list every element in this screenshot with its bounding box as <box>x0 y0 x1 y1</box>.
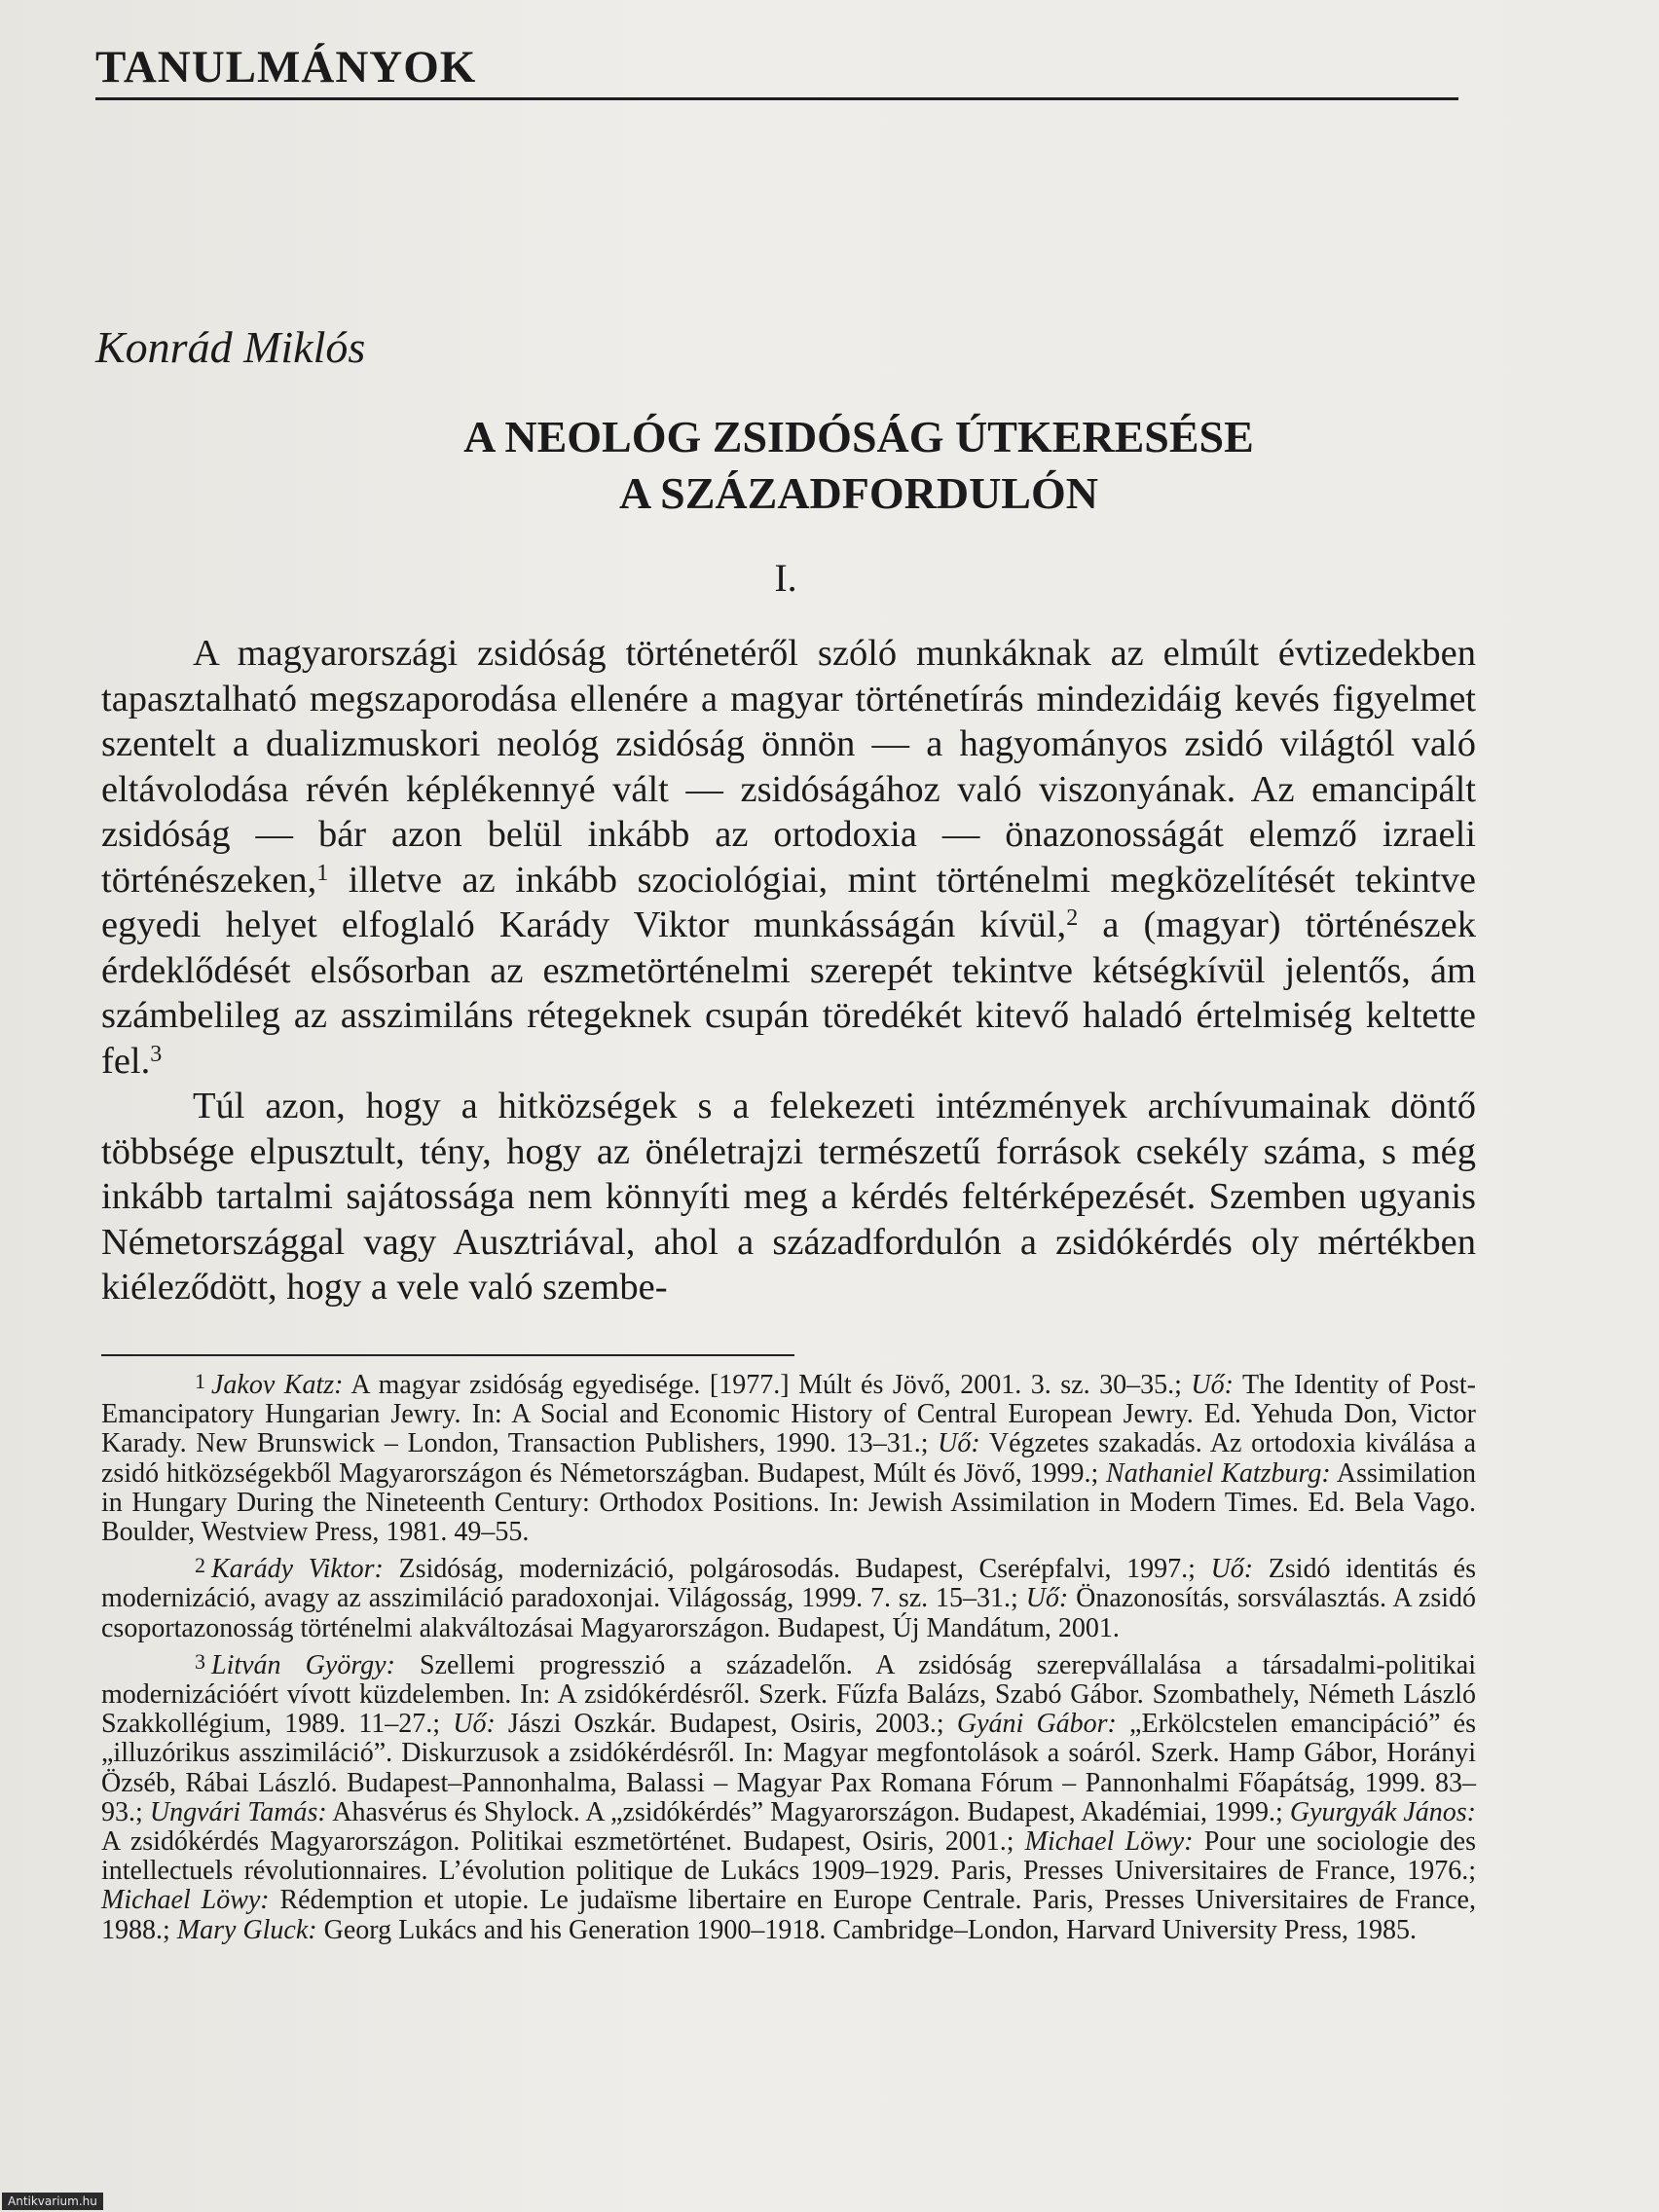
paragraph-1-text-b: illetve az inkább szociológiai, mint történelmi megközelítését tekintve egyedi helyet elfoglaló Karády Viktor munkásságán kívül, <box>101 859 1476 945</box>
footnote-number: 2 <box>195 1553 205 1578</box>
watermark: Antikvarium.hu <box>2 2193 103 2210</box>
paragraph-2: Túl azon, hogy a hitközségek s a felekezeti intézmények archívumainak döntő többsége elpusztult, tény, hogy az önéletrajzi természetű források csekély száma, s még inkább tartalmi sajátossága nem könnyíti meg a kérdés feltérképezését. Szemben ugyanis Németországgal vagy Ausztriával, ahol a századfordulón a zsidókérdés oly mértékben kiéleződött, hogy a vele való szembe- <box>101 1086 1476 1308</box>
footnote-text: The Identity of Post-Emancipatory Hungarian Jewry. In: A Social and Economic History of Central European Jewry. Ed. Yehuda Don, Victor Karady. New Brunswick – London, Transaction Publishers, 1990. 13–31.; <box>101 1370 1476 1459</box>
footnote-author: Jakov Katz: <box>211 1370 344 1400</box>
footnote-text: Önazonosítás, sorsválasztás. A zsidó csoportazonosság történelmi alakváltozásai Magyarországon. Budapest, Új Mandátum, 2001. <box>101 1583 1476 1643</box>
footnote-text: Ahasvérus és Shylock. A „zsidókérdés” Magyarországon. Budapest, Akadémiai, 1999.; <box>326 1796 1290 1827</box>
footnote-author: Mary Gluck: <box>176 1914 317 1945</box>
footnote-author: Gyurgyák János: <box>1289 1796 1476 1827</box>
footnote-text: A magyar zsidóság egyedisége. [1977.] Múlt és Jövő, 2001. 3. sz. 30–35.; <box>343 1370 1192 1400</box>
footnote-separator <box>101 1354 794 1356</box>
footnote-author: Nathaniel Katzburg: <box>1106 1457 1331 1489</box>
title-line-2: A SZÁZADFORDULÓN <box>618 468 1098 518</box>
footnote-text: Pour une sociologie des intellectuels révolutionnaires. L’évolution politique de Lukács 1909–1929. Paris, Presses Universitaires de France, 1976.; <box>101 1826 1476 1887</box>
footnote-number: 1 <box>195 1369 205 1393</box>
footnote-author: Michael Löwy: <box>1024 1826 1194 1858</box>
title-line-1: A NEOLÓG ZSIDÓSÁG ÚTKERESÉSE <box>463 412 1254 461</box>
footnote-ref-3[interactable]: 3 <box>150 1041 163 1067</box>
footnote-text: Rédemption et utopie. Le judaïsme libertaire en Europe Centrale. Paris, Presses Universitaires de France, 1988.; <box>101 1885 1476 1945</box>
footnote-3 <box>101 1647 1476 1945</box>
footnote-text: Jászi Oszkár. Budapest, Osiris, 2003.; <box>495 1709 957 1740</box>
footnote-text: Zsidóság, modernizáció, polgárosodás. Budapest, Cserépfalvi, 1997.; <box>383 1554 1211 1585</box>
paragraph-1 <box>101 631 1476 1084</box>
footnote-ref-2[interactable]: 2 <box>1066 905 1079 931</box>
footnote-author: Uő: <box>1025 1583 1069 1614</box>
footnote-author: Michael Löwy: <box>101 1885 270 1916</box>
paragraph-1-text-a: A magyarországi zsidóság történetéről szóló munkáknak az elmúlt évtizedekben tapasztalható megszaporodása ellenére a magyar történetírás mindezidáig kevés figyelmet szentelt a dualizmuskori neológ zsidóság önnön — a hagyományos zsidó világtól való eltávolodása révén képlékennyé vált — zsidóságához való viszonyának. Az emancipált zsidóság — bár azon belül inkább az ortodoxia — önazonosságát elemző izraeli történészeken, <box>101 633 1476 901</box>
footnote-author: Uő: <box>1191 1370 1234 1400</box>
footnote-text: A zsidókérdés Magyarországon. Politikai eszmetörténet. Budapest, Osiris, 2001.; <box>101 1826 1025 1858</box>
footnote-author: Uő: <box>938 1428 980 1459</box>
footnotes <box>101 1367 1476 1945</box>
footnote-author: Uő: <box>453 1709 496 1740</box>
footnote-2 <box>101 1551 1476 1643</box>
footnote-author: Uő: <box>1210 1554 1254 1585</box>
footnote-text: Végzetes szakadás. Az ortodoxia kiválása a zsidó hitközségekből Magyarországon és Németországban. Budapest, Múlt és Jövő, 1999.; <box>101 1428 1477 1489</box>
footnote-author: Gyáni Gábor: <box>956 1709 1117 1740</box>
footnote-ref-1[interactable]: 1 <box>316 860 329 886</box>
footnote-text: Georg Lukács and his Generation 1900–1918. Cambridge–London, Harvard University Press, 1985. <box>316 1914 1417 1945</box>
footnote-text: Szellemi progresszió a századelőn. A zsidóság szerepvállalása a társadalmi-politikai modernizációért vívott küzdelemben. In: A zsidókérdésről. Szerk. Fűzfa Balázs, Szabó Gábor. Szombathely, Németh László Szakkollégium, 1989. 11–27.; <box>101 1649 1476 1740</box>
running-header <box>95 41 1458 100</box>
footnote-text: „Erkölcstelen emancipáció” és „illuzórikus asszimiláció”. Diskurzusok a zsidókérdésről. In: Magyar megfontolások a soáról. Szerk. Hamp Gábor, Horányi Özséb, Rábai László. Budapest–Pannonhalma, Balassi – Magyar Pax Romana Fórum – Pannonhalmi Főapátság, 1999. 83–93.; <box>101 1709 1476 1827</box>
footnote-number: 3 <box>195 1648 205 1674</box>
section-label: TANULMÁNYOK <box>95 42 477 92</box>
footnote-1 <box>101 1367 1476 1547</box>
section-number: I. <box>774 556 797 600</box>
article-title <box>95 409 1622 522</box>
body-text <box>101 631 1476 1310</box>
paragraph-1-text-c: a (magyar) történészek érdeklődését elsősorban az eszmetörténelmi szerepét tekintve kétségkívül jelentős, ám számbelileg az asszimiláns rétegeknek csupán töredékét kitevő haladó értelmiség keltette fel. <box>101 904 1476 1082</box>
footnote-text: Zsidó identitás és modernizáció, avagy az asszimiláció paradoxonjai. Világosság, 1999. 7. sz. 15–31.; <box>101 1554 1476 1614</box>
footnote-author: Litván György: <box>211 1649 395 1680</box>
footnote-text: Assimilation in Hungary During the Nineteenth Century: Orthodox Positions. In: Jewish Assimilation in Modern Times. Ed. Bela Vago. Boulder, Westview Press, 1981. 49–55. <box>101 1457 1476 1548</box>
footnote-author: Karády Viktor: <box>211 1554 384 1585</box>
footnote-author: Ungvári Tamás: <box>149 1796 327 1827</box>
author-name: Konrád Miklós <box>95 322 366 372</box>
